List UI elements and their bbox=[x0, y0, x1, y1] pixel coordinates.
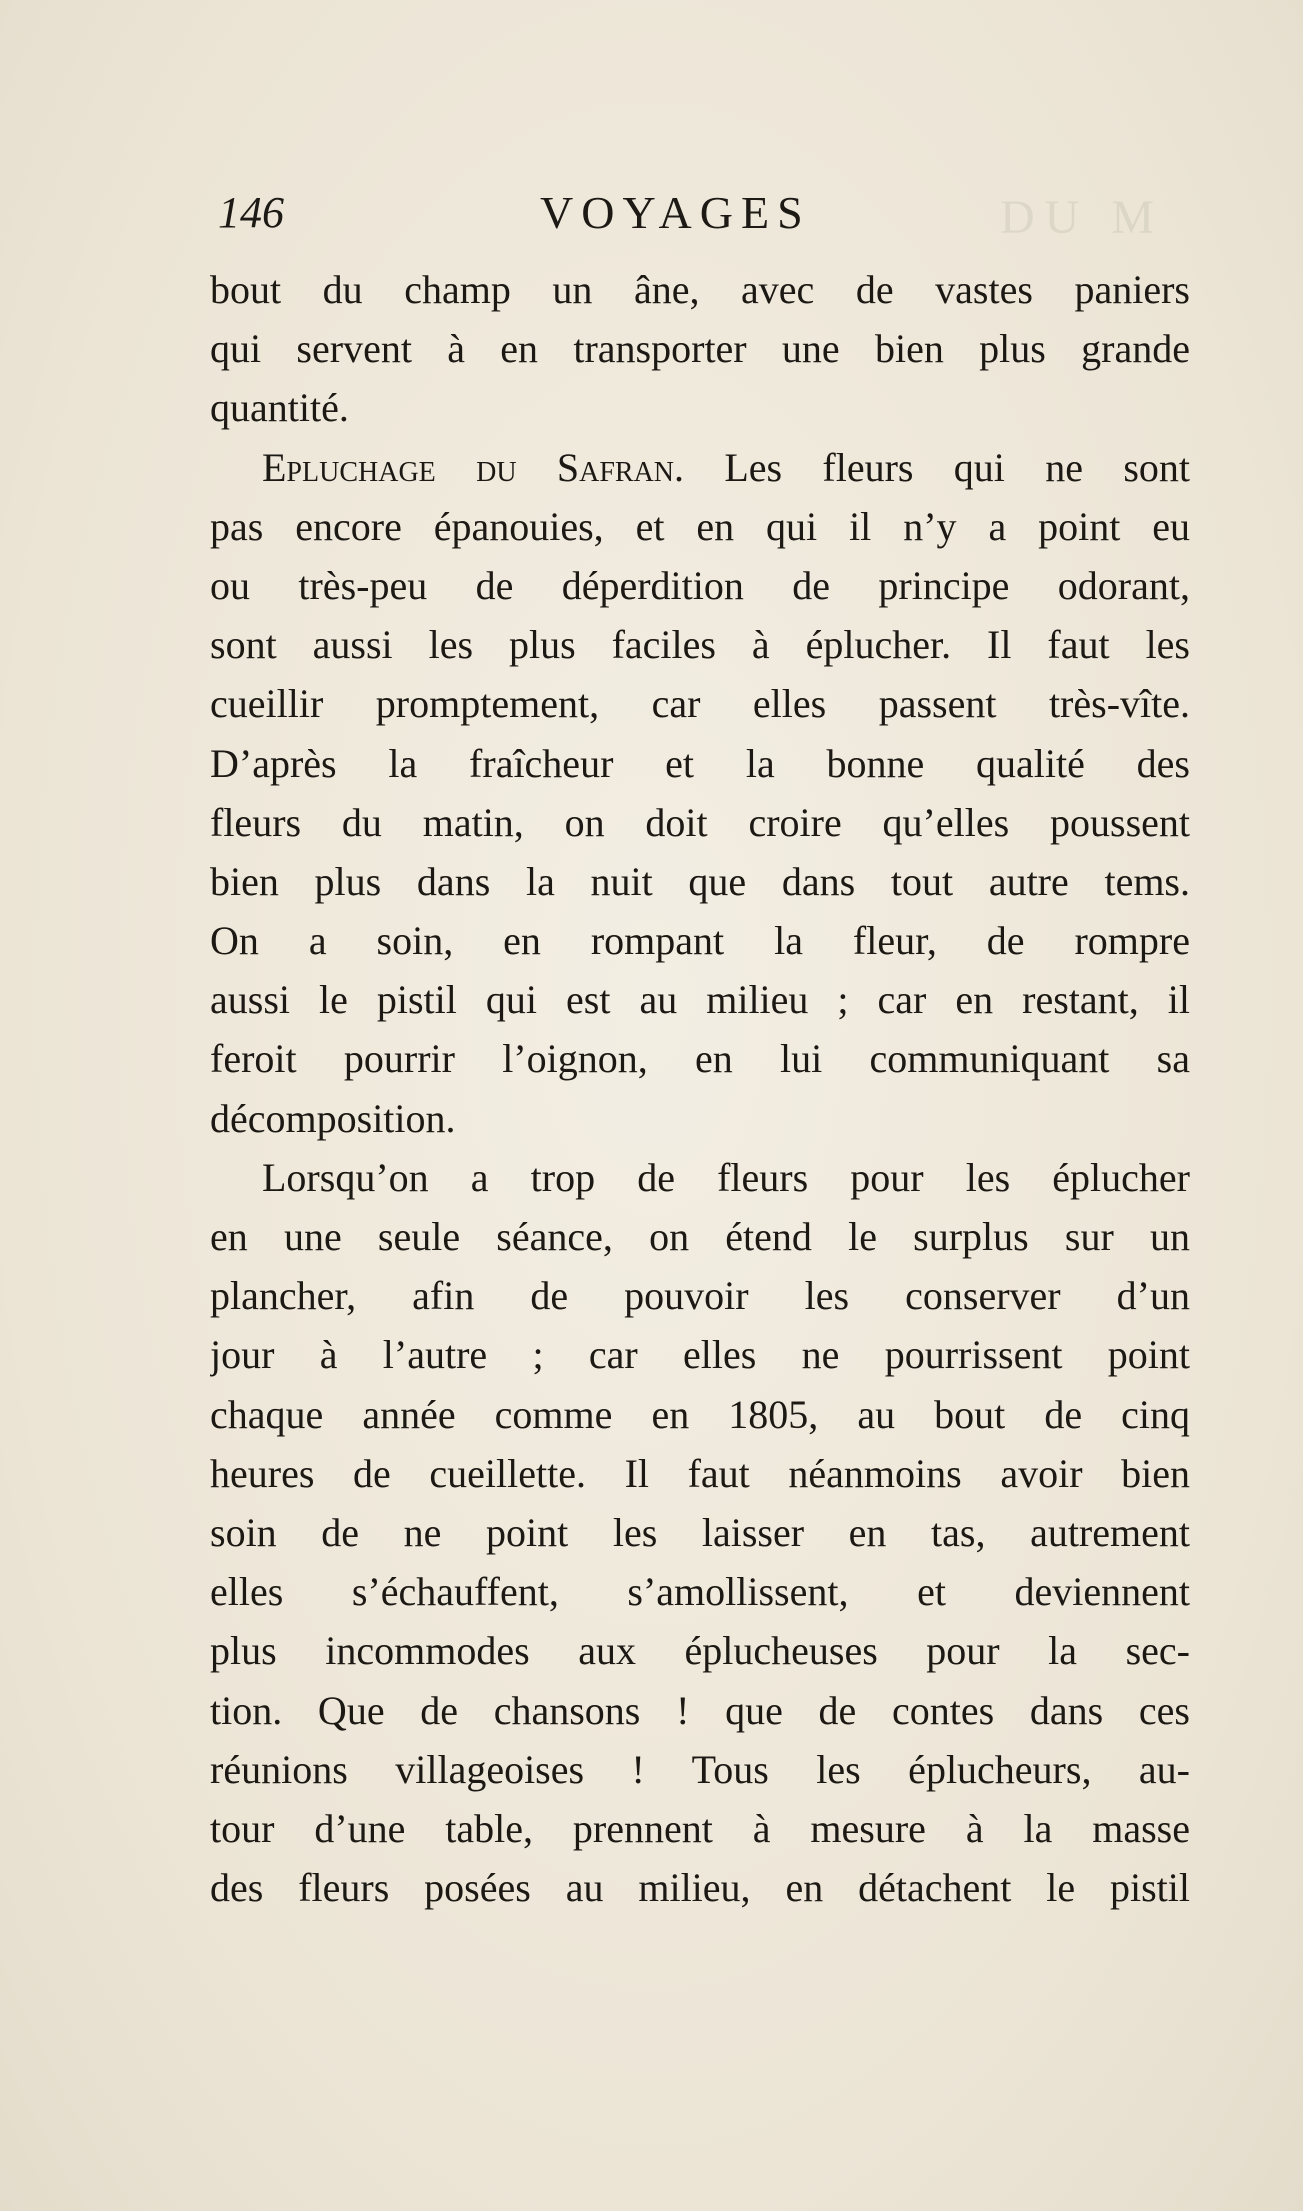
text-line: sont aussi les plus faciles à éplucher. Il faut les bbox=[210, 622, 1190, 668]
text-line: elles s’échauffent, s’amollissent, et deviennent bbox=[210, 1569, 1190, 1615]
text-line: bien plus dans la nuit que dans tout autre tems. bbox=[210, 858, 1190, 904]
text-line: bout du champ un âne, avec de vastes paniers bbox=[210, 267, 1190, 312]
body-text bbox=[210, 260, 1190, 1917]
section-heading: Epluchage du Safran. bbox=[262, 444, 685, 490]
text-line: plus incommodes aux éplucheuses pour la sec- bbox=[210, 1628, 1190, 1674]
running-head: VOYAGES bbox=[540, 187, 811, 238]
text-fragment: Les fleurs qui ne sont bbox=[684, 444, 1190, 490]
text-line: en une seule séance, on étend le surplus sur un bbox=[210, 1214, 1190, 1259]
text-line: aussi le pistil qui est au milieu ; car en restant, il bbox=[210, 977, 1190, 1023]
text-line: pas encore épanouies, et en qui il n’y a point eu bbox=[210, 503, 1190, 549]
text-line: des fleurs posées au milieu, en détachent le pistil bbox=[210, 1865, 1190, 1911]
text-line: plancher, afin de pouvoir les conserver d’un bbox=[210, 1273, 1190, 1319]
text-line: chaque année comme en 1805, au bout de cinq bbox=[210, 1391, 1190, 1437]
text-line: réunions villageoises ! Tous les éplucheurs, au- bbox=[210, 1746, 1190, 1792]
text-line: heures de cueillette. Il faut néanmoins avoir bien bbox=[210, 1450, 1190, 1496]
text-line: jour à l’autre ; car elles ne pourrissent point bbox=[210, 1332, 1190, 1378]
page-number: 146 bbox=[218, 188, 284, 237]
text-line: On a soin, en rompant la fleur, de rompre bbox=[210, 918, 1190, 964]
page-header bbox=[210, 178, 870, 248]
text-line: tour d’une table, prennent à mesure à la masse bbox=[210, 1805, 1190, 1851]
text-line: D’après la fraîcheur et la bonne qualité des bbox=[210, 740, 1190, 786]
text-line: cueillir promptement, car elles passent très-vîte. bbox=[210, 681, 1190, 727]
text-line: décomposition. bbox=[210, 1095, 456, 1141]
text-line: feroit pourrir l’oignon, en lui communiquant sa bbox=[210, 1036, 1190, 1082]
text-line: Lorsqu’on a trop de fleurs pour les éplucher bbox=[262, 1154, 1190, 1200]
section-heading-line bbox=[210, 438, 1190, 497]
bleed-through-text: DU M bbox=[1000, 191, 1165, 244]
text-line: soin de ne point les laisser en tas, autrement bbox=[210, 1509, 1190, 1555]
text-line: ou très-peu de déperdition de principe odorant, bbox=[210, 562, 1190, 608]
text-line: quantité. bbox=[210, 385, 349, 431]
text-line: fleurs du matin, on doit croire qu’elles poussent bbox=[210, 799, 1190, 845]
text-line: qui servent à en transporter une bien plus grande bbox=[210, 326, 1190, 372]
text-line: tion. Que de chansons ! que de contes dans ces bbox=[210, 1687, 1190, 1733]
